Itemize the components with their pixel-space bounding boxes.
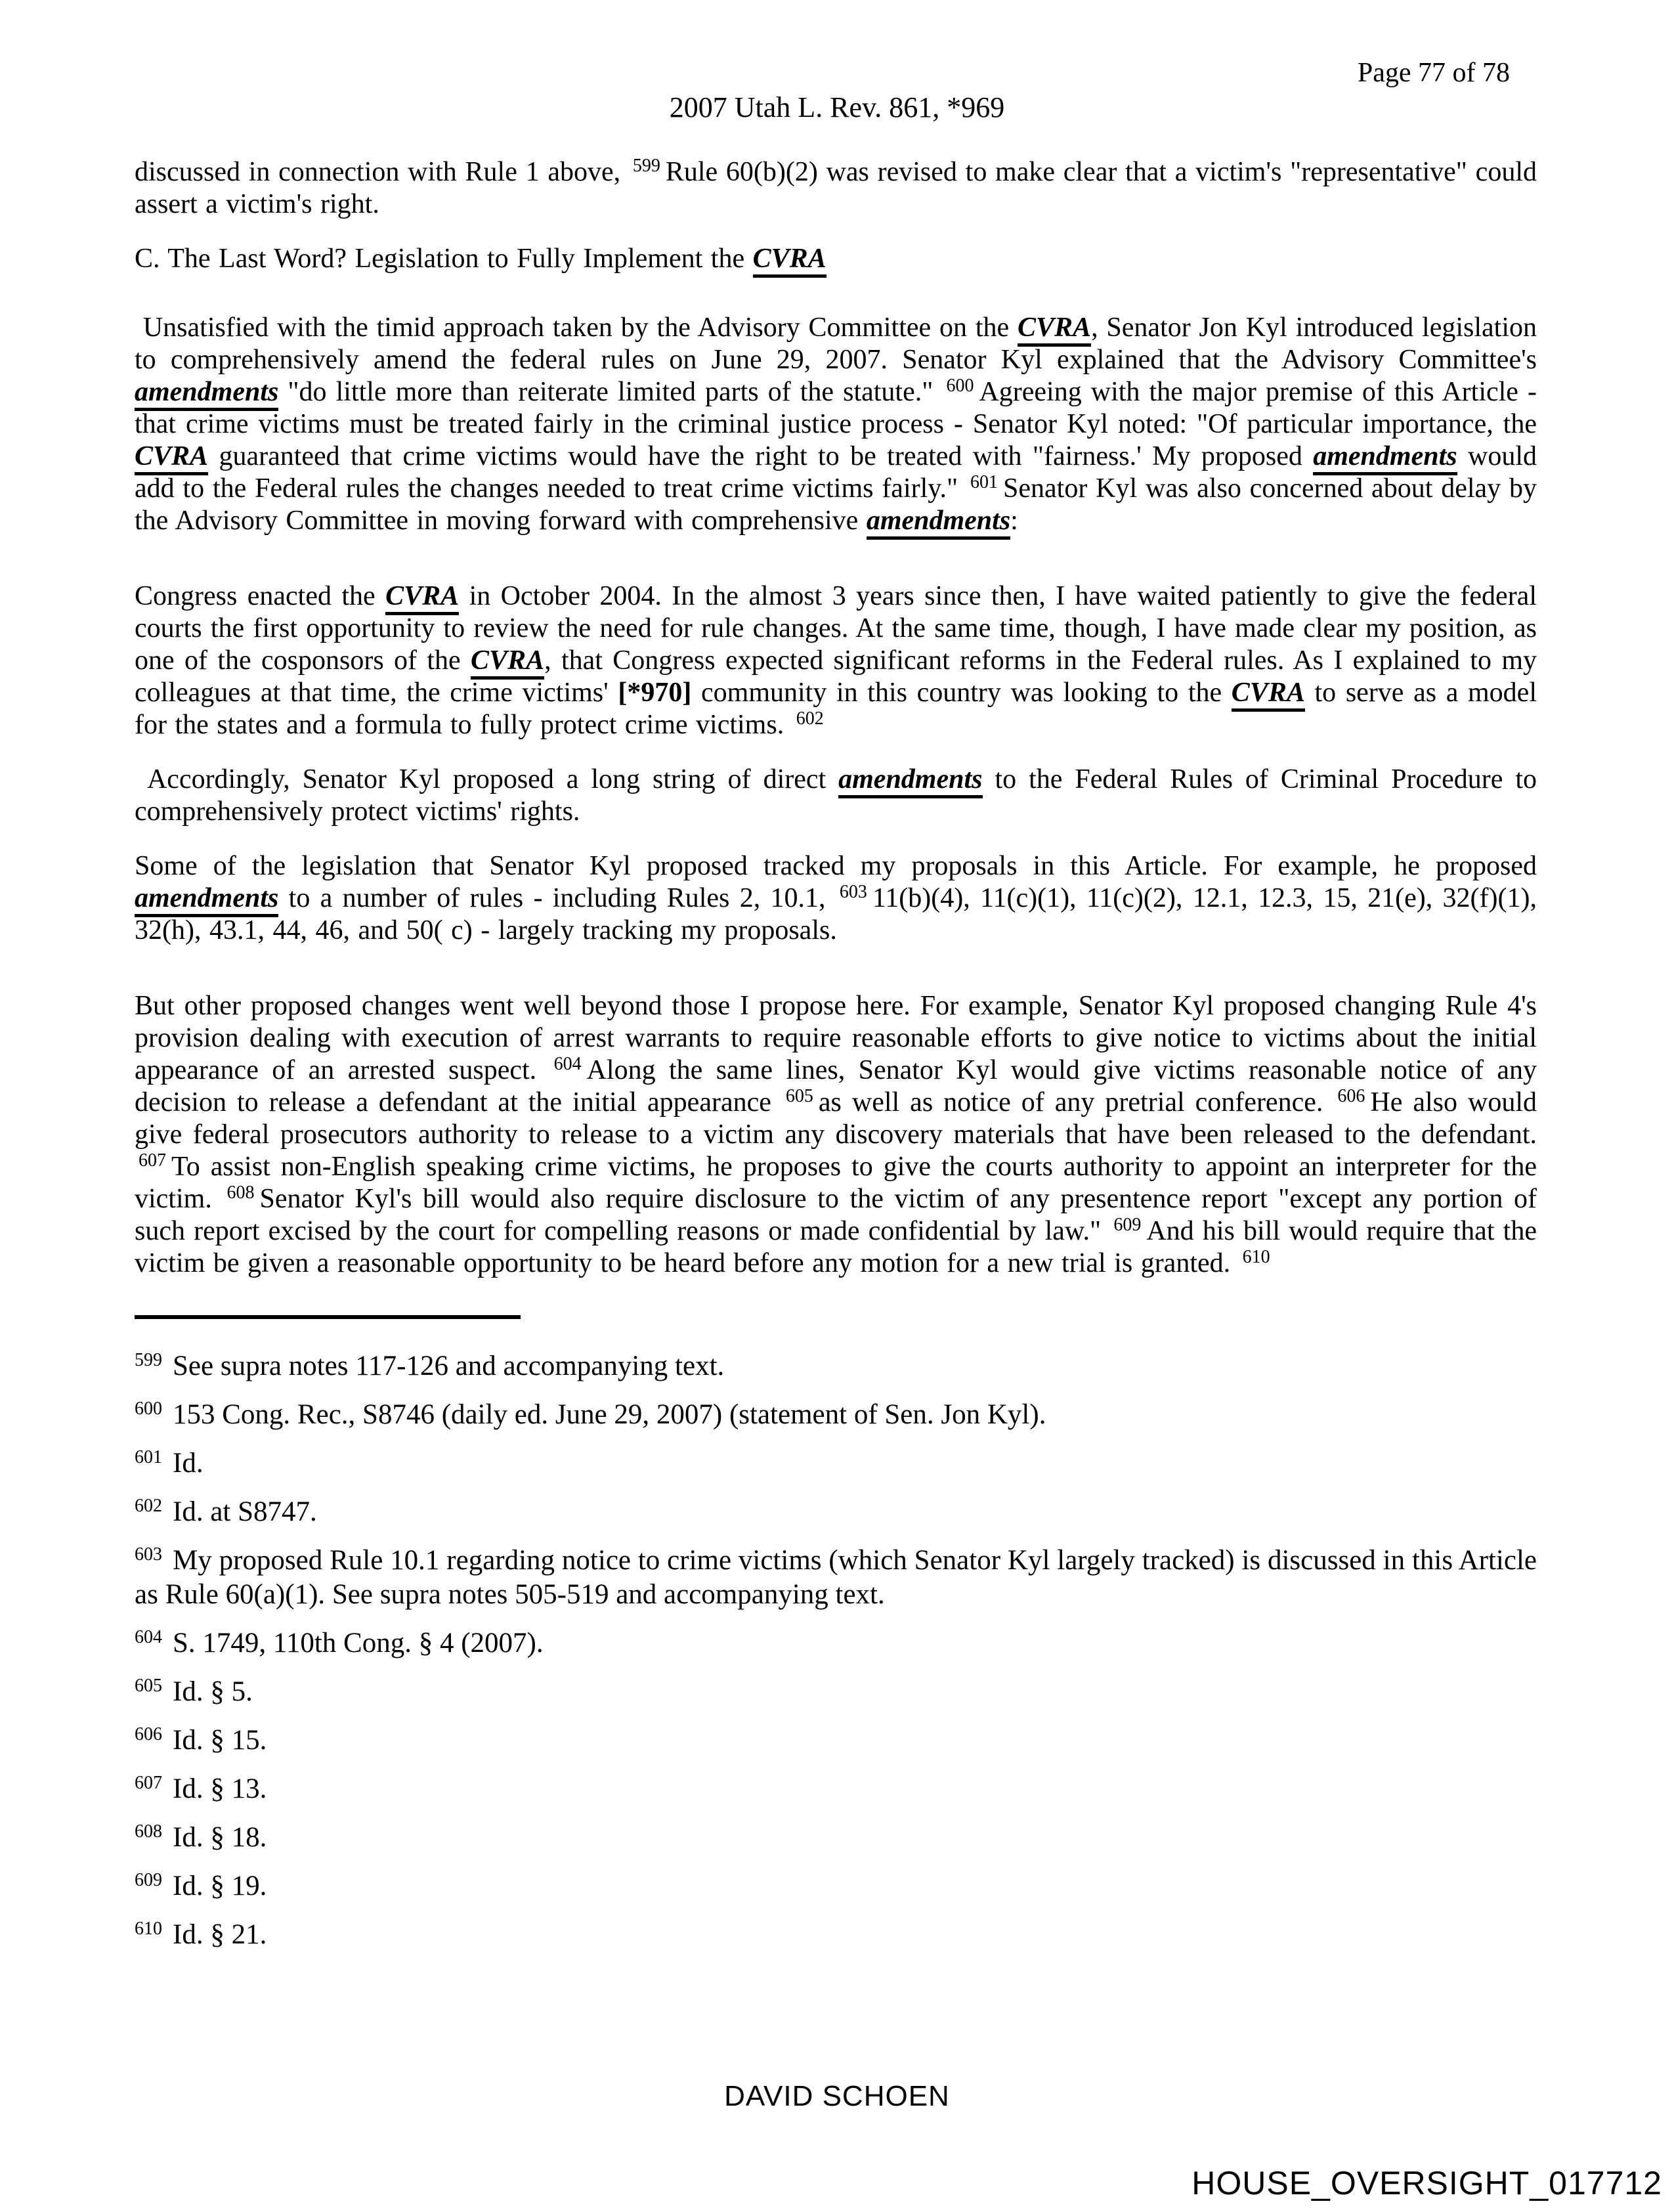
footnote-item xyxy=(135,1869,1537,1903)
link-term: CVRA xyxy=(471,645,544,680)
text-run: Id. § 15. xyxy=(173,1725,267,1756)
footnote-ref: 603 xyxy=(839,882,867,902)
paragraph xyxy=(135,312,1537,537)
text-run: guaranteed that crime victims would have the right to be treated with "fairness.' My proposed xyxy=(208,441,1314,471)
text-run: Rule 60(b)(2) was revised to make clear that a victim's "representative" could assert a victim's right. xyxy=(135,157,1537,219)
footnote-ref: 599 xyxy=(632,156,660,176)
text-run: And his bill would require that the victim be given a reasonable opportunity to be heard before any motion for a new trial is granted. xyxy=(135,1216,1537,1278)
link-term: amendments xyxy=(135,883,278,917)
text-run: Senator Kyl was also concerned about delay by the Advisory Committee in moving forward with comprehensive xyxy=(135,473,1537,536)
link-term: CVRA xyxy=(385,581,459,615)
text-run: Id. § 18. xyxy=(173,1822,267,1853)
footnote-number: 604 xyxy=(135,1627,162,1647)
footnote-item xyxy=(135,1724,1537,1758)
text-run: Id. § 5. xyxy=(173,1676,253,1707)
footnote-ref: 607 xyxy=(139,1150,166,1171)
text-run: He also would give federal prosecutors authority to release to a victim any discovery materials that have been released to the defendant. xyxy=(135,1087,1537,1150)
footnote-number: 605 xyxy=(135,1676,162,1696)
footnote-item xyxy=(135,1446,1537,1481)
text-run: as well as notice of any pretrial conference. xyxy=(818,1087,1334,1117)
paragraph xyxy=(135,156,1537,221)
text-run: My proposed Rule 10.1 regarding notice to crime victims (which Senator Kyl largely tracked) is discussed in this Article as Rule 60(a)(1). See supra notes 505-519 and accompanying text. xyxy=(135,1545,1537,1610)
footnote-item xyxy=(135,1675,1537,1709)
footnote-number: 602 xyxy=(135,1496,162,1516)
footnote-ref: 610 xyxy=(1242,1247,1270,1267)
footnote-item xyxy=(135,1495,1537,1529)
citation: 2007 Utah L. Rev. 861, *969 xyxy=(669,91,1005,123)
footnote-item xyxy=(135,1398,1537,1432)
bates-stamp: HOUSE_OVERSIGHT_017712 xyxy=(1191,2165,1662,2201)
link-term: CVRA xyxy=(135,441,208,475)
text-run: in October 2004. In the almost 3 years since then, I have waited patiently to give the federal courts the first opportunity to review the need for rule changes. At the same time, though, I have made clear my position, as one of the cosponsors of the xyxy=(135,581,1537,676)
footnote-number: 606 xyxy=(135,1724,162,1745)
text-run: Id. § 13. xyxy=(173,1773,267,1804)
footnote-ref: 602 xyxy=(796,708,824,729)
paragraph xyxy=(135,990,1537,1280)
paragraph xyxy=(135,764,1537,828)
footnote-item xyxy=(135,1918,1537,1952)
link-term: amendments xyxy=(135,377,278,411)
footnote-item xyxy=(135,1349,1537,1383)
footnote-number: 607 xyxy=(135,1773,162,1793)
footnote-item xyxy=(135,1544,1537,1612)
text-run: to a number of rules - including Rules 2, 10.1, xyxy=(278,883,836,913)
footnote-ref: 604 xyxy=(553,1054,582,1074)
text-run: to the Federal Rules of Criminal Procedure to comprehensively protect victims' rights. xyxy=(135,764,1537,827)
link-term: CVRA xyxy=(1232,678,1305,712)
text-run: discussed in connection with Rule 1 above, xyxy=(135,157,629,187)
text-run: , that Congress expected significant reforms in the Federal rules. As I explained to my colleagues at that time, the crime victims' xyxy=(135,645,1537,708)
text-run: Id. at S8747. xyxy=(173,1496,317,1527)
text-run: Id. § 19. xyxy=(173,1871,267,1901)
paragraph xyxy=(135,580,1537,741)
text-run: Congress enacted the xyxy=(135,581,386,611)
link-term: amendments xyxy=(838,764,982,798)
text-run: community in this country was looking to the xyxy=(691,678,1232,708)
footnote-ref: 600 xyxy=(946,376,974,396)
text-run: Senator Kyl's bill would also require disclosure to the victim of any presentence report "except any portion of such report excised by the court for compelling reasons or made confidential by law." xyxy=(135,1184,1537,1246)
text-run: : xyxy=(1010,506,1018,536)
footnote-ref: 605 xyxy=(785,1086,813,1106)
text-run: Unsatisfied with the timid approach taken by the Advisory Committee on the xyxy=(135,313,1018,343)
text-run: would add to the Federal rules the changes needed to treat crime victims fairly." xyxy=(135,441,1537,504)
footnote-ref: 601 xyxy=(970,472,998,492)
text-run: C. The Last Word? Legislation to Fully Implement the xyxy=(135,244,753,274)
footnote-item xyxy=(135,1772,1537,1806)
footnote-number: 609 xyxy=(135,1870,162,1890)
text-run: "do little more than reiterate limited parts of the statute." xyxy=(278,377,943,407)
link-term: CVRA xyxy=(753,244,826,278)
link-term: amendments xyxy=(867,506,1010,540)
article-body xyxy=(135,156,1537,1966)
footnote-number: 600 xyxy=(135,1399,162,1419)
page-marker: [*970] xyxy=(618,678,692,708)
link-term: CVRA xyxy=(1018,313,1091,347)
footnote-item xyxy=(135,1821,1537,1855)
text-run: Along the same lines, Senator Kyl would give victims reasonable notice of any decision to release a defendant at the initial appearance xyxy=(135,1055,1537,1117)
footnote-number: 608 xyxy=(135,1821,162,1842)
text-run: to serve as a model for the states and a formula to fully protect crime victims. xyxy=(135,678,1537,740)
text-run: , Senator Jon Kyl introduced legislation to comprehensively amend the federal rules on June 29, 2007. Senator Kyl explained that the Advisory Committee's xyxy=(135,313,1537,375)
footnote-ref: 608 xyxy=(226,1182,255,1203)
text-run: Id. xyxy=(173,1448,204,1479)
footnote-item xyxy=(135,1626,1537,1660)
page-number: Page 77 of 78 xyxy=(1357,58,1510,88)
footnote-number: 610 xyxy=(135,1919,162,1939)
footnote-number: 599 xyxy=(135,1350,162,1370)
paragraphs-container xyxy=(135,156,1537,1280)
footnotes-section xyxy=(135,1349,1537,1952)
footnote-ref: 609 xyxy=(1113,1215,1142,1235)
section-heading xyxy=(135,243,1537,275)
text-run: But other proposed changes went well beyond those I propose here. For example, Senator Kyl proposed changing Rule 4's provision dealing with execution of arrest warrants to require reasonable efforts to give notice to victims about the initial appearance of an arrested suspect. xyxy=(135,991,1537,1085)
text-run: Agreeing with the major premise of this Article - that crime victims must be treated fairly in the criminal justice process - Senator Kyl noted: "Of particular importance, the xyxy=(135,377,1537,439)
paragraph xyxy=(135,850,1537,947)
text-run: See supra notes 117-126 and accompanying text. xyxy=(173,1351,725,1381)
text-run: To assist non-English speaking crime victims, he proposes to give the courts authority to appoint an interpreter for the victim. xyxy=(135,1152,1537,1214)
link-term: amendments xyxy=(1313,441,1457,475)
text-run: Some of the legislation that Senator Kyl proposed tracked my proposals in this Article. For example, he proposed xyxy=(135,851,1537,881)
footnote-separator xyxy=(135,1315,521,1319)
footer-name: DAVID SCHOEN xyxy=(724,2080,950,2112)
footnote-number: 603 xyxy=(135,1544,162,1565)
text-run: S. 1749, 110th Cong. § 4 (2007). xyxy=(173,1628,544,1659)
text-run: Id. § 21. xyxy=(173,1919,267,1950)
footnote-number: 601 xyxy=(135,1447,162,1467)
text-run: 11(b)(4), 11(c)(1), 11(c)(2), 12.1, 12.3, 15, 21(e), 32(f)(1), 32(h), 43.1, 44, 46, and 50( c) - largely tracking my proposals. xyxy=(135,883,1537,945)
text-run: Accordingly, Senator Kyl proposed a long string of direct xyxy=(135,764,839,794)
footnote-ref: 606 xyxy=(1337,1086,1365,1106)
text-run: 153 Cong. Rec., S8746 (daily ed. June 29, 2007) (statement of Sen. Jon Kyl). xyxy=(173,1399,1046,1430)
